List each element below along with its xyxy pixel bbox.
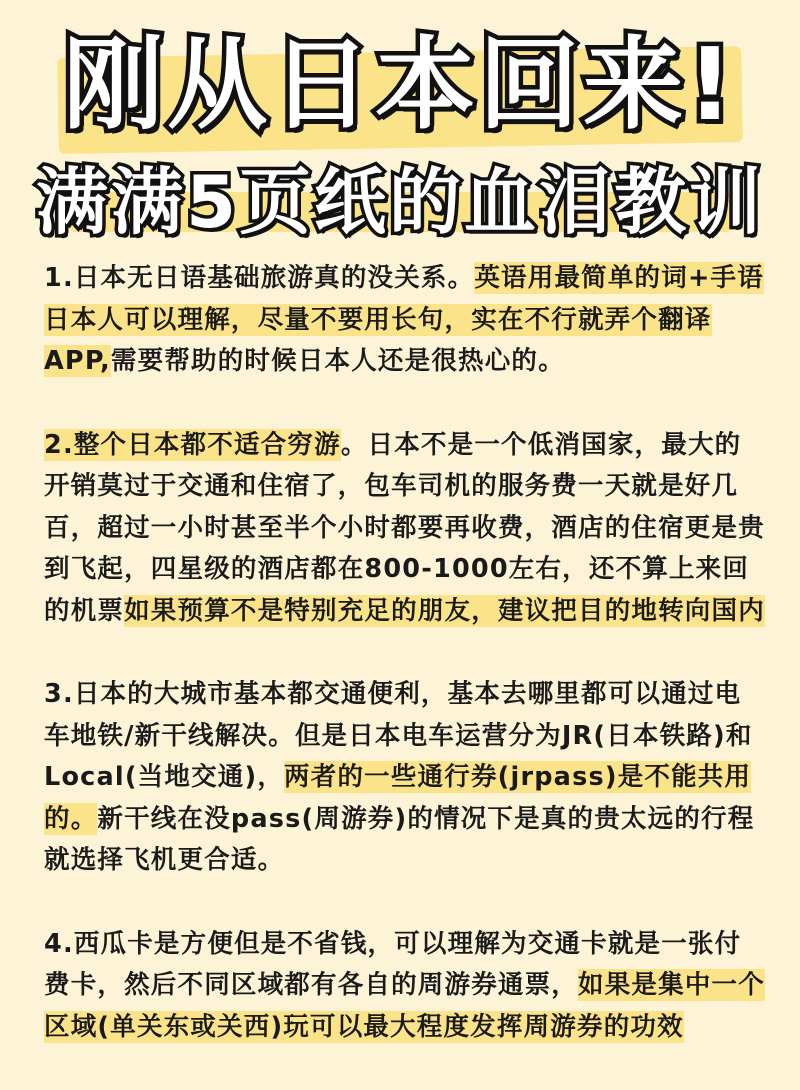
highlighted-text: 2.整个日本都不适合穷游 xyxy=(44,429,341,460)
text-segment: 新干线在没pass(周游券)的情况下是真的贵太远的行程就选择飞机更合适。 xyxy=(44,803,755,875)
title-block xyxy=(0,20,800,250)
text-segment: 需要帮助的时候日本人还是很热心的。 xyxy=(110,346,565,376)
highlighted-text: 如果是集中一个区域(单关东或关西)玩可以最大程度发挥周游券的功效 xyxy=(44,970,765,1042)
paragraph-2 xyxy=(44,425,766,633)
text-segment: 4.西瓜卡是方便但是不省钱，可以理解为交通卡就是一张付费卡，然后不同区域都有各自的周游券通票， xyxy=(44,928,742,1000)
paragraph-4 xyxy=(44,924,766,1049)
highlighted-text: 如果预算不是特别充足的朋友，建议把目的地转向国内 xyxy=(124,595,765,626)
main-title: 刚从日本回来! xyxy=(63,26,737,143)
text-segment: 1.日本无日语基础旅游真的没关系。 xyxy=(44,263,475,293)
text-segment: 3.日本的大城市基本都交通便利，基本去哪里都可以通过电车地铁/新干线解决。但是日本电车运营分为JR(日本铁路)和Local(当地交通)， xyxy=(44,679,753,792)
paragraph-1 xyxy=(44,258,766,383)
text-segment: 。日本不是一个低消国家，最大的开销莫过于交通和住宿了，包车司机的服务费一天就是好几百，超过一小时甚至半个小时都要再收费，酒店的住宿更是贵到飞起，四星级的酒店都在800-1000左右，还不算上来回的机票 xyxy=(44,429,765,626)
subtitle: 满满5页纸的血泪教训 xyxy=(35,160,765,244)
paragraph-3 xyxy=(44,674,766,882)
highlighted-text: 两者的一些通行券(jrpass)是不能共用的。 xyxy=(44,762,752,834)
content-body xyxy=(44,258,766,1090)
highlighted-text: 英语用最简单的词+手语日本人可以理解，尽量不要用长句，实在不行就弄个翻译APP, xyxy=(44,263,764,376)
